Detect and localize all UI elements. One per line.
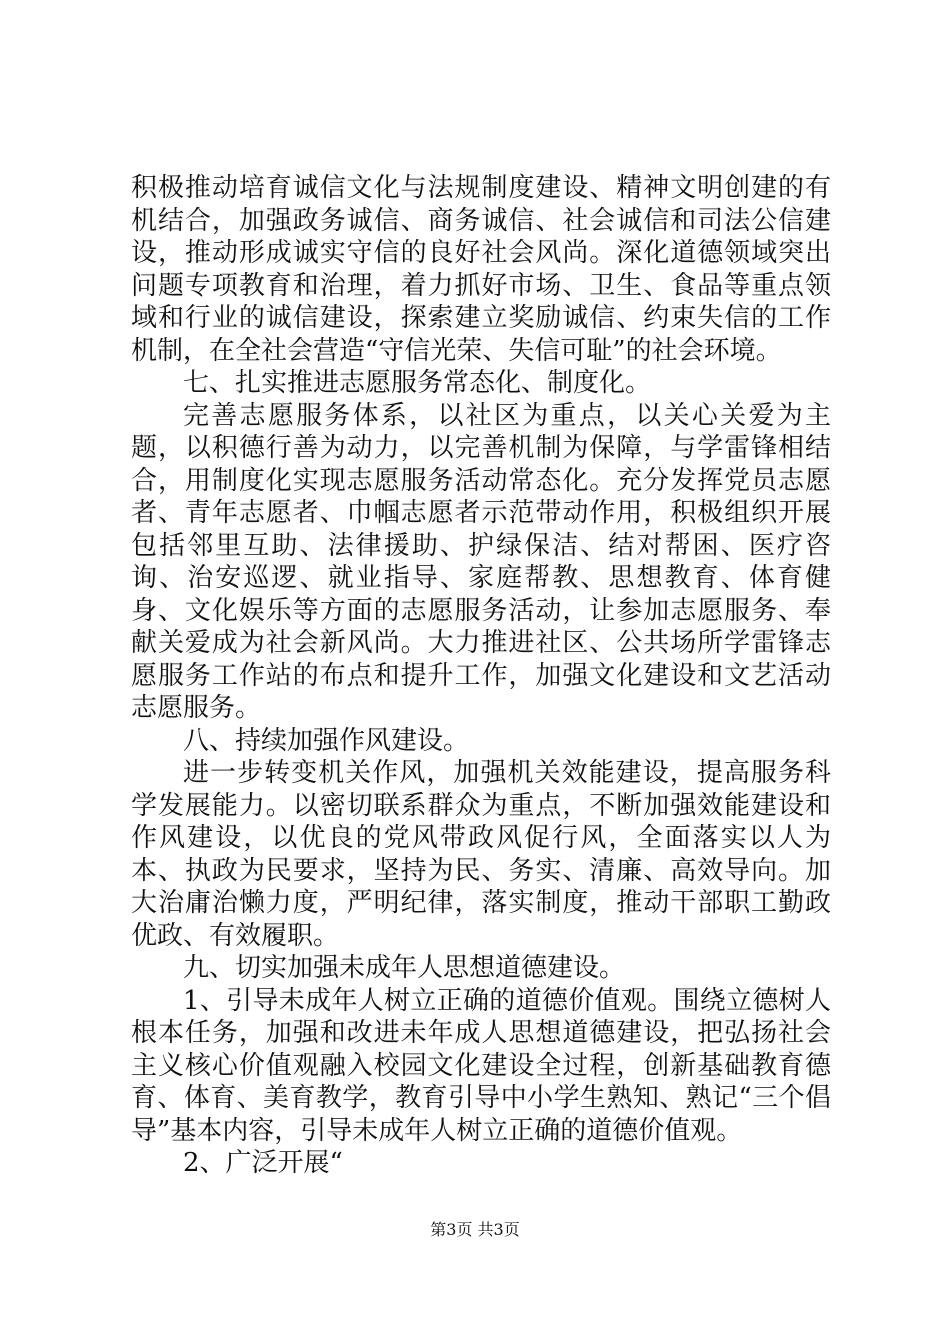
heading-section-seven: 七、扎实推进志愿服务常态化、制度化。 <box>183 368 652 398</box>
document-body <box>131 172 831 1180</box>
page-footer: 第3页 共3页 <box>430 1220 520 1239</box>
paragraph-volunteer-service: 完善志愿服务体系，以社区为重点，以关心关爱为主题，以积德行善为动力，以完善机制为保障，与学雷锋相结合，用制度化实现志愿服务活动常态化。充分发挥党员志愿者、青年志愿者、巾帼志愿者示范带动作用，积极组织开展包括邻里互助、法律援助、护绿保洁、结对帮困、医疗咨询、治安巡逻、就业指导、家庭帮教、思想教育、体育健身、文化娱乐等方面的志愿服务活动，让参加志愿服务、奉献关爱成为社会新风尚。大力推进社区、公共场所学雷锋志愿服务工作站的布点和提升工作，加强文化建设和文艺活动志愿服务。 <box>131 400 831 723</box>
paragraph-minors-values: 1、引导未成年人树立正确的道德价值观。围绕立德树人根本任务，加强和改进未年成人思想道德建设，把弘扬社会主义核心价值观融入校园文化建设全过程，创新基础教育德育、体育、美育教学，教育引导中小学生熟知、熟记“三个倡导”基本内容，引导未成年人树立正确的道德价值观。 <box>131 985 831 1146</box>
paragraph-credit-culture: 积极推动培育诚信文化与法规制度建设、精神文明创建的有机结合，加强政务诚信、商务诚信、社会诚信和司法公信建设，推动形成诚实守信的良好社会风尚。深化道德领域突出问题专项教育和治理，着力抓好市场、卫生、食品等重点领域和行业的诚信建设，探索建立奖励诚信、约束失信的工作机制，在全社会营造“守信光荣、失信可耻”的社会环境。 <box>131 173 831 366</box>
heading-section-nine: 九、切实加强未成年人思想道德建设。 <box>183 953 626 983</box>
paragraph-widely-carry-out: 2、广泛开展“ <box>183 1148 343 1178</box>
paragraph-work-style: 进一步转变机关作风，加强机关效能建设，提高服务科学发展能力。以密切联系群众为重点，不断加强效能建设和作风建设，以优良的党风带政风促行风，全面落实以人为本、执政为民要求，坚持为民、务实、清廉、高效导向。加大治庸治懒力度，严明纪律，落实制度，推动干部职工勤政优政、有效履职。 <box>131 758 831 951</box>
heading-section-eight: 八、持续加强作风建设。 <box>183 725 470 756</box>
